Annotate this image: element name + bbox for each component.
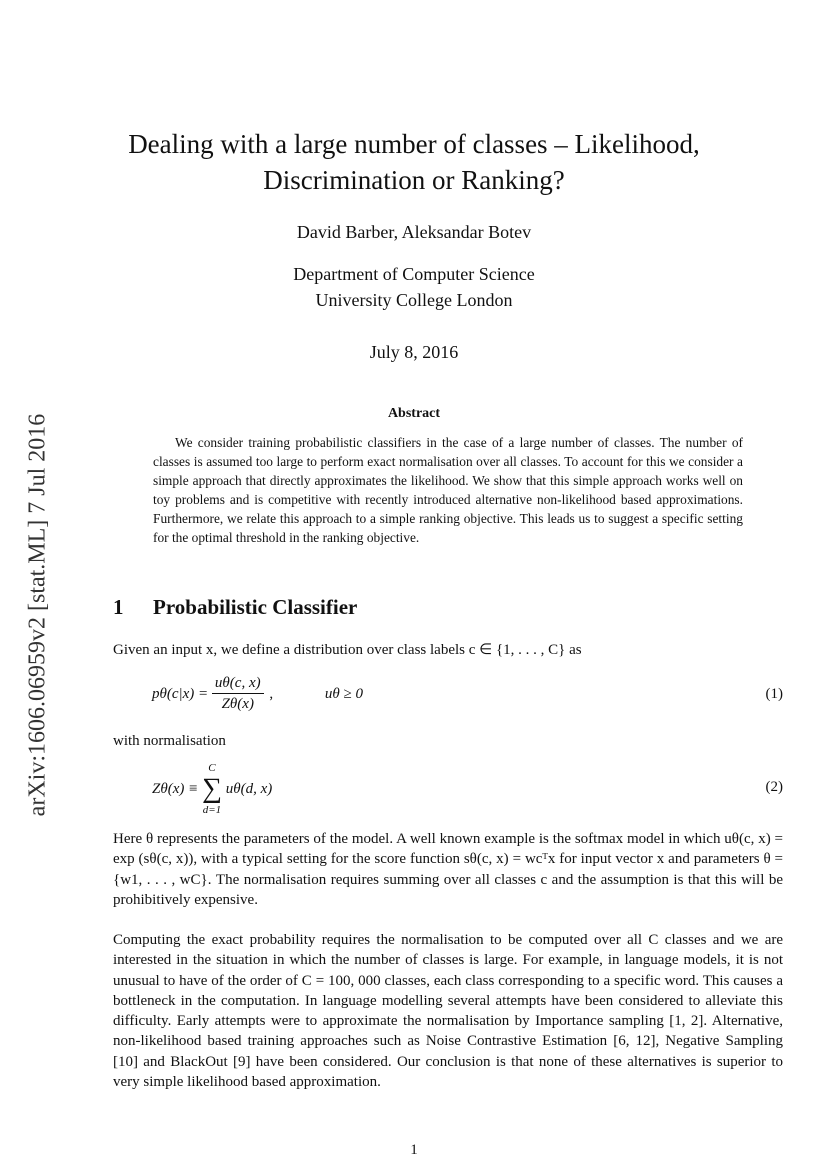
affiliation-line-1: Department of Computer Science [293,264,535,284]
abstract-heading: Abstract [387,406,441,421]
authors: David Barber, Aleksandar Botev [296,222,532,242]
affiliation-line-2: University College London [315,290,513,310]
section-title: Probabilistic Classifier [153,595,358,619]
eq1-condition: uθ ≥ 0 [324,685,363,702]
eq1-numerator: uθ(c, x) [212,675,264,694]
eq1-fraction [212,675,264,713]
abstract-text: We consider training probabilistic classifiers in the case of a large number of classes. The number of classes is assumed too large to perform exact normalisation over all classes. To account for this we consider a simple approach that directly approximates the likelihood. We show that this simple approach works well on toy problems and is competitive with recently introduced alternative non-likelihood based approximations. Furthermore, we relate this approach to a simple ranking objective. This leads us to suggest a specific setting for the optimal threshold in the ranking objective. [153,435,743,545]
eq1-lhs: pθ(c|x) = [152,685,209,702]
section-number: 1 [113,595,124,619]
section-heading [113,595,357,620]
paragraph-1: Here θ represents the parameters of the model. A well known example is the softmax model in which uθ(c, x) = exp (sθ(c, x)), with a typical setting for the score function sθ(c, x) = wcᵀx for input vector x and parameters θ = {w1, . . . , wC}. The normalisation requires summing over all classes c and the assumption is that this will be prohibitively expensive. [113,831,783,908]
with-normalisation-text: with normalisation [113,733,226,749]
section-intro: Given an input x, we define a distribution over class labels c ∈ {1, . . . , C} as [113,642,582,658]
eq2-lhs: Zθ(x) ≡ [152,780,199,797]
affiliation [0,261,828,313]
sum-lower-limit: d=1 [202,804,222,816]
title-line-2: Discrimination or Ranking? [263,165,565,195]
sum-upper-limit: C [208,762,216,774]
paper-title [0,126,828,198]
summation-symbol: C ∑ d=1 [201,762,222,816]
eq2-rhs: uθ(d, x) [225,780,273,797]
arxiv-identifier: arXiv:1606.06959v2 [stat.ML] 7 Jul 2016 [24,413,51,817]
page-number: 1 [410,1142,418,1158]
paper-date: July 8, 2016 [369,342,459,362]
equation-2 [152,761,272,817]
paragraph-2: Computing the exact probability requires the normalisation to be computed over all C classes and we are interested in the situation in which the number of classes is large. For example, in language models, it is not unusual to have of the order of C = 100, 000 classes, each class corresponding to a specific word. This causes a bottleneck in the computation. In language modelling several attempts have been considered to alleviate this difficulty. Early attempts were to approximate the normalisation by Importance sampling [1, 2]. Alternative, non-likelihood based training approaches such as Noise Contrastive Estimation [6, 12], Negative Sampling [10] and BlackOut [9] have been considered. Our conclusion is that none of these alternatives is superior to very simple likelihood based approximation. [113,932,783,1091]
equation-2-label: (2) [765,779,783,795]
title-line-1: Dealing with a large number of classes – Likelihood, [128,129,700,159]
eq1-denominator: Zθ(x) [221,696,254,712]
equation-1: pθ(c|x) = $\frac{u\theta(c, x)}{Z\theta(x)}$ , uθ ≥ 0 [152,675,363,712]
equation-1-label: (1) [765,686,783,702]
